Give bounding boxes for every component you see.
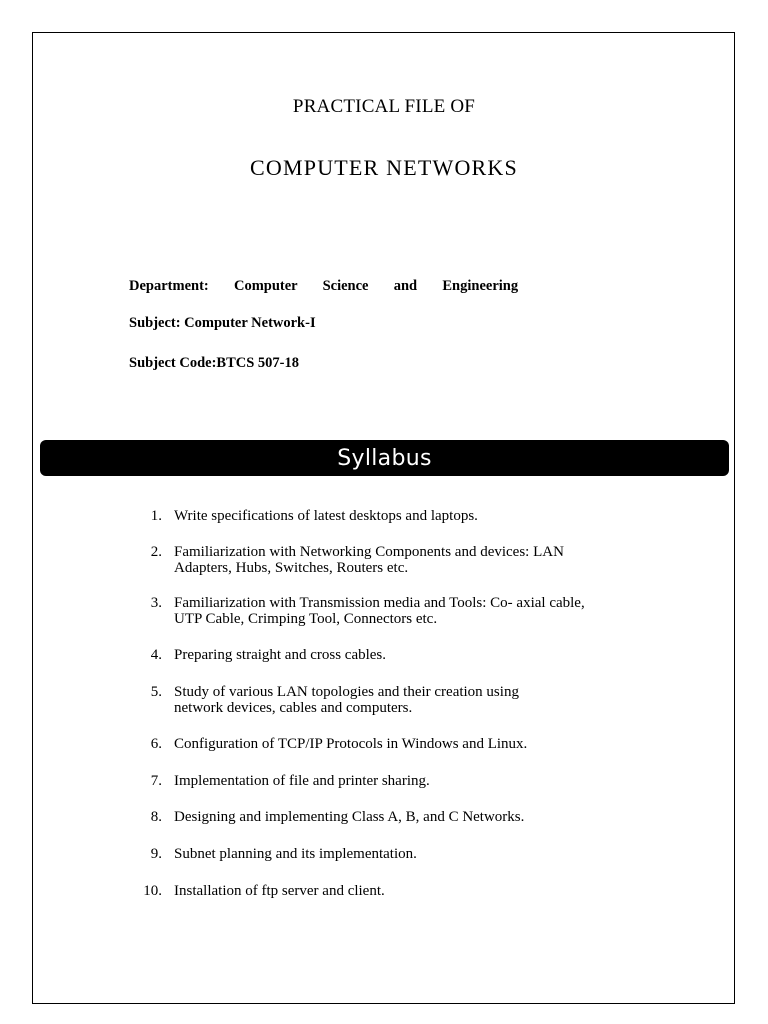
syllabus-item-text-line: Familiarization with Networking Components and devices: LAN — [174, 544, 564, 560]
syllabus-heading: Syllabus — [337, 445, 432, 471]
syllabus-item-text-line: Adapters, Hubs, Switches, Routers etc. — [174, 560, 409, 576]
syllabus-item-text — [174, 883, 664, 899]
syllabus-item-text — [174, 647, 664, 663]
syllabus-item-text — [174, 544, 664, 576]
syllabus-item-text-line: Preparing straight and cross cables. — [174, 647, 387, 663]
syllabus-item-number: 10. — [143, 883, 162, 899]
syllabus-item-text — [174, 684, 664, 716]
practical-file-title: PRACTICAL FILE OF — [292, 96, 476, 117]
syllabus-item-text-line: Implementation of file and printer sharing. — [174, 773, 430, 789]
syllabus-item-number: 9. — [150, 846, 162, 862]
syllabus-item-text-line: Designing and implementing Class A, B, and C Networks. — [174, 809, 525, 825]
syllabus-item-text-line: Study of various LAN topologies and their creation using — [174, 684, 519, 700]
syllabus-item-text-line: Configuration of TCP/IP Protocols in Windows and Linux. — [174, 736, 528, 752]
document-title: COMPUTER NETWORKS — [250, 155, 518, 180]
syllabus-item-number: 1. — [150, 508, 162, 524]
syllabus-item-number: 2. — [150, 544, 162, 560]
syllabus-item-text — [174, 846, 664, 862]
syllabus-heading-bar — [40, 440, 729, 476]
syllabus-item-text-line: Subnet planning and its implementation. — [174, 846, 417, 862]
syllabus-item-text — [174, 809, 664, 825]
syllabus-item-text-line: Installation of ftp server and client. — [174, 883, 385, 899]
syllabus-item-number: 4. — [150, 647, 162, 663]
syllabus-item-number: 3. — [150, 595, 162, 611]
subject-code-line: Subject Code:BTCS 507-18 — [129, 355, 299, 371]
syllabus-item-text-line: UTP Cable, Crimping Tool, Connectors etc. — [174, 611, 438, 627]
syllabus-item-text — [174, 773, 664, 789]
subject-line: Subject: Computer Network-I — [129, 315, 316, 331]
syllabus-item-number: 6. — [150, 736, 162, 752]
syllabus-item-number: 8. — [150, 809, 162, 825]
syllabus-item-text-line: network devices, cables and computers. — [174, 700, 413, 716]
syllabus-item-text-line: Write specifications of latest desktops and laptops. — [174, 508, 478, 524]
syllabus-item-text — [174, 508, 664, 524]
syllabus-item-text-line: Familiarization with Transmission media and Tools: Co- axial cable, — [174, 595, 585, 611]
syllabus-item-number: 5. — [150, 684, 162, 700]
syllabus-item-number: 7. — [150, 773, 162, 789]
syllabus-item-text — [174, 595, 664, 627]
syllabus-item-text — [174, 736, 664, 752]
department-line: Department: Computer Science and Engineering — [129, 278, 519, 294]
